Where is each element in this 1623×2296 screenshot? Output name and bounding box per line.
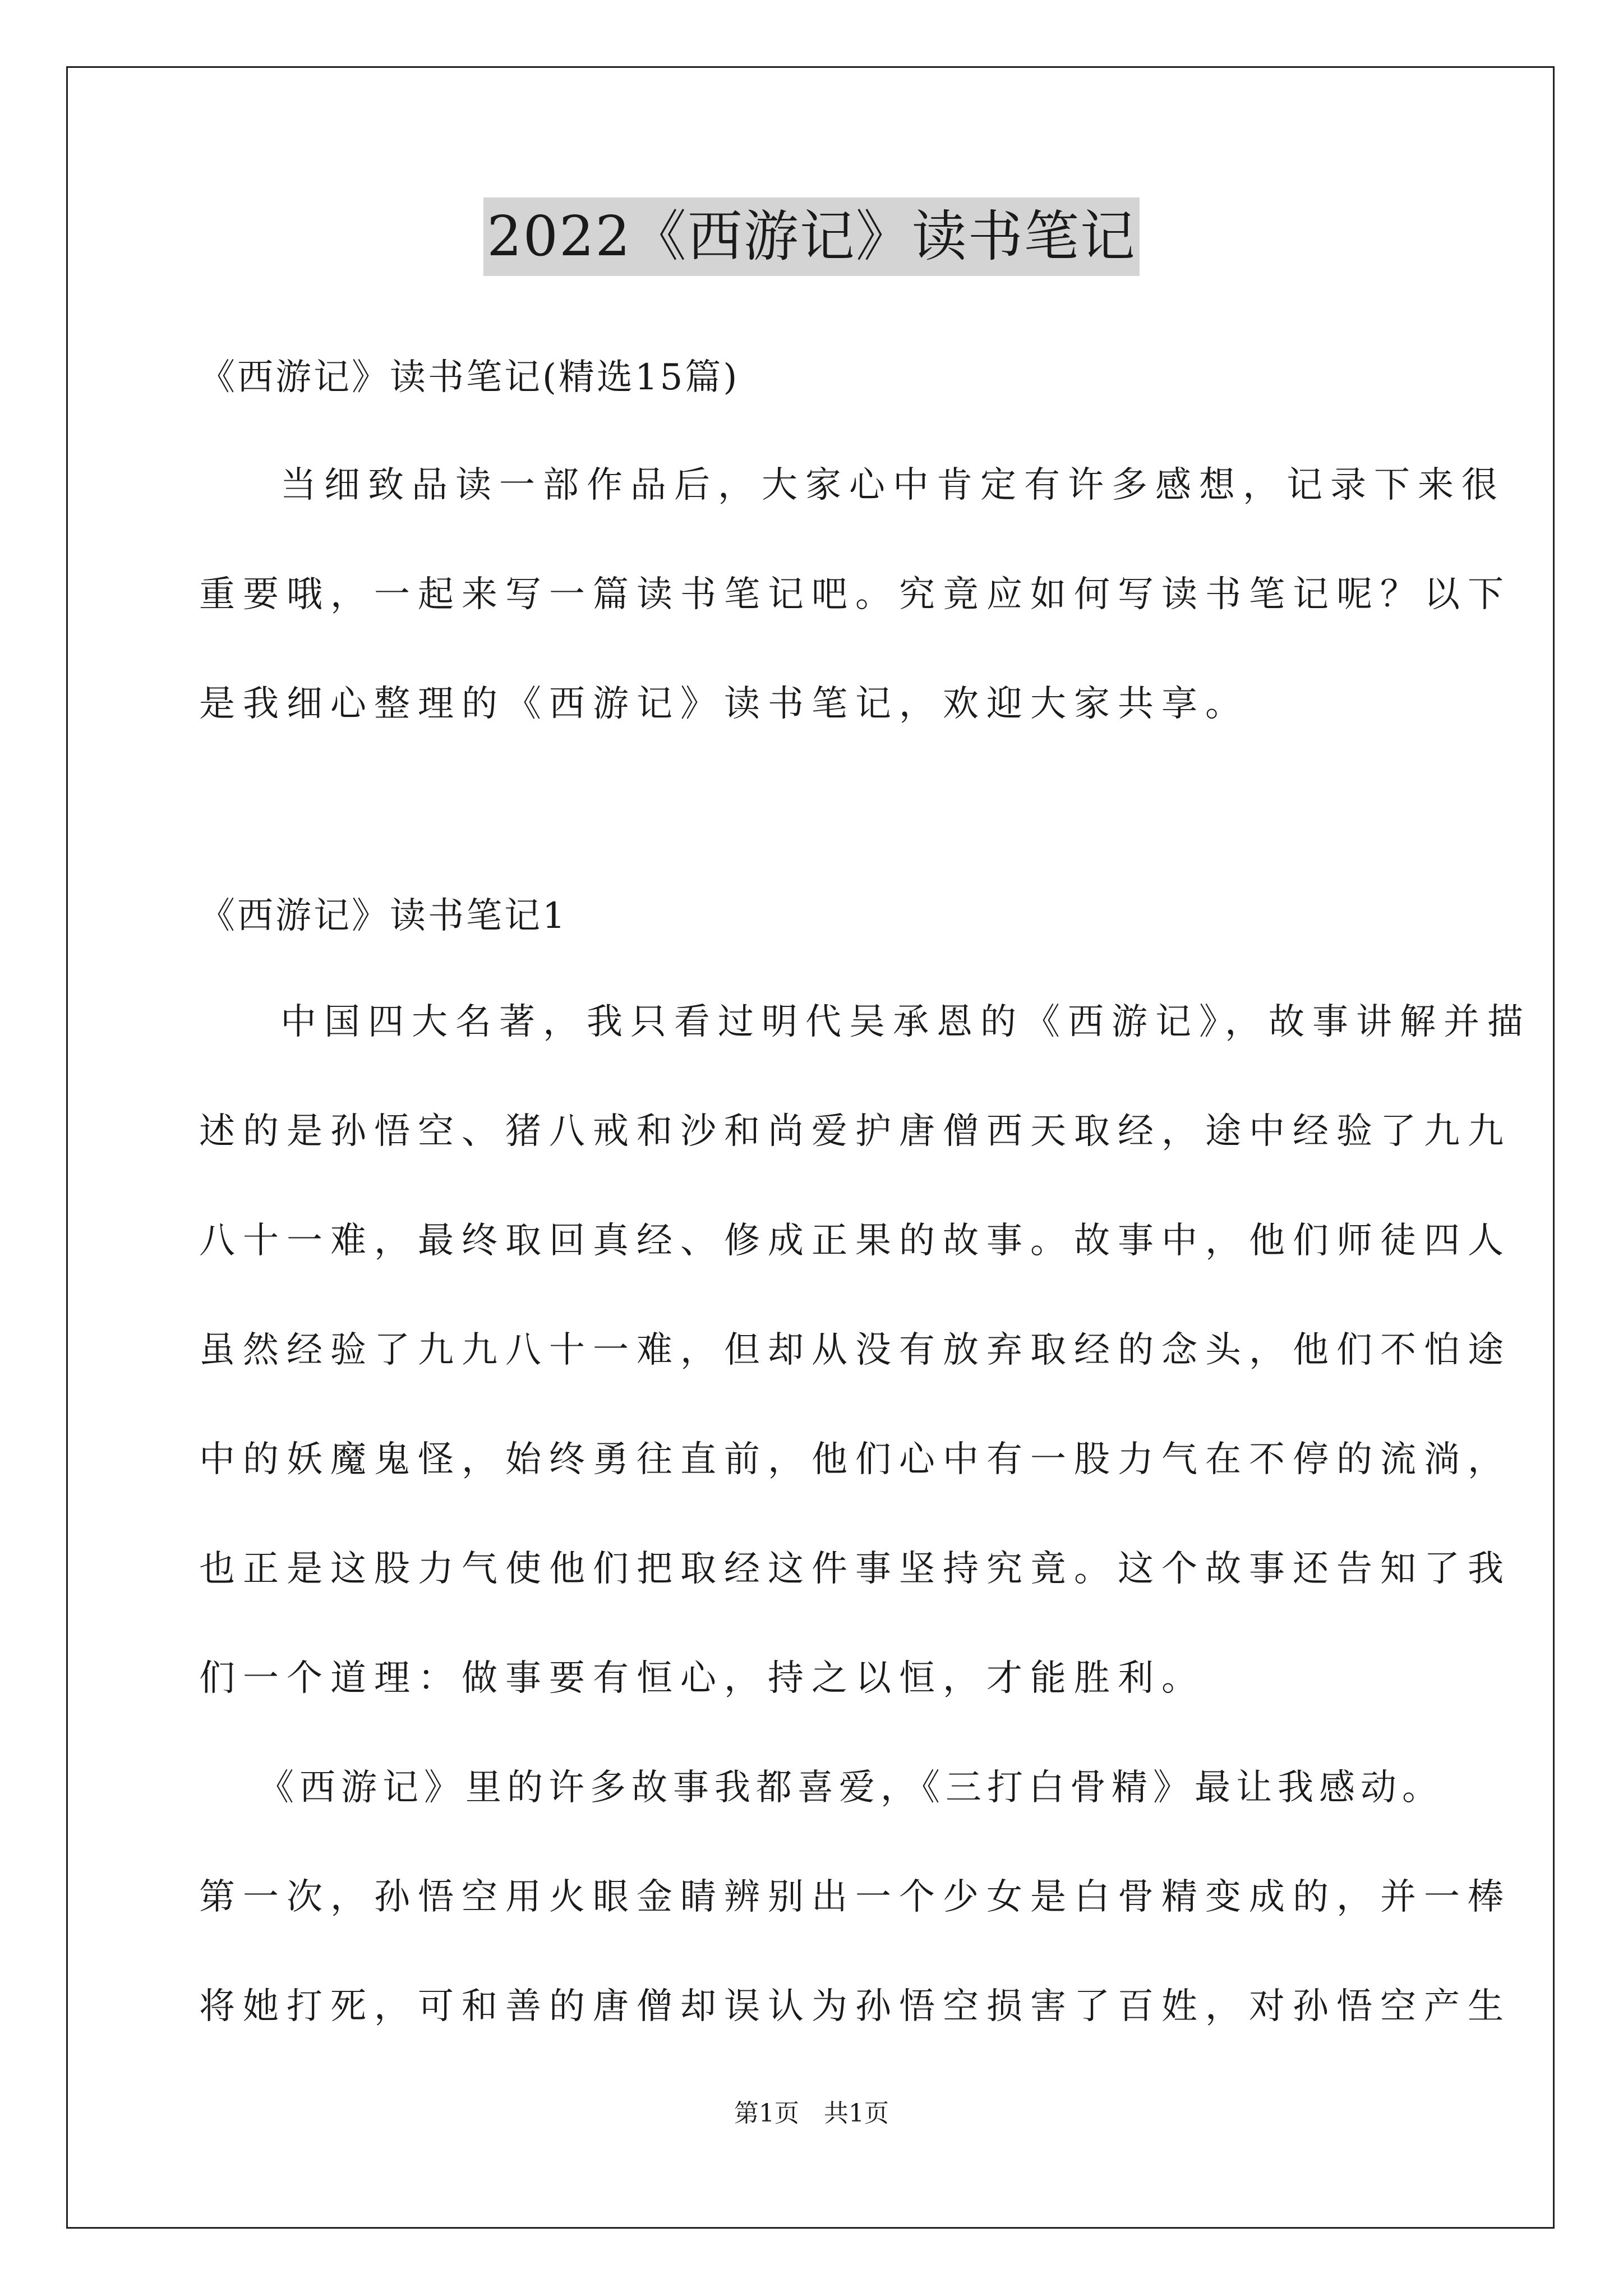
body-line-1: 中国四大名著，我只看过明代吴承恩的《西游记》，故事讲解并描 [280,1001,1531,1043]
document-subtitle: 《西游记》读书笔记(精选15篇) [199,357,740,398]
section-heading: 《西游记》读书笔记1 [199,895,568,937]
body-line-7: 们一个道理：做事要有恒心，持之以恒，才能胜利。 [199,1658,1205,1699]
body-line-2: 述的是孙悟空、猪八戒和沙和尚爱护唐僧西天取经，途中经验了九九 [199,1111,1511,1152]
page-footer: 第1页 共1页 [734,2099,889,2128]
body-line-3: 八十一难，最终取回真经、修成正果的故事。故事中，他们师徒四人 [199,1220,1511,1262]
body-line-10: 将她打死，可和善的唐僧却误认为孙悟空损害了百姓，对孙悟空产生 [199,1986,1511,2027]
intro-line-1: 当细致品读一部作品后，大家心中肯定有许多感想，记录下来很 [280,464,1505,506]
body-line-4: 虽然经验了九九八十一难，但却从没有放弃取经的念头，他们不怕途 [199,1329,1511,1371]
body-line-5: 中的妖魔鬼怪，始终勇往直前，他们心中有一股力气在不停的流淌， [199,1439,1511,1480]
body-line-8: 《西游记》里的许多故事我都喜爱，《三打白骨精》最让我感动。 [258,1767,1444,1809]
body-line-6: 也正是这股力气使他们把取经这件事坚持究竟。这个故事还告知了我 [199,1548,1511,1590]
intro-line-2: 重要哦，一起来写一篇读书笔记吧。究竟应如何写读书笔记呢？以下 [199,574,1511,615]
document-title: 2022《西游记》读书笔记 [483,197,1139,276]
intro-line-3: 是我细心整理的《西游记》读书笔记，欢迎大家共享。 [199,683,1249,725]
body-line-9: 第一次，孙悟空用火眼金睛辨别出一个少女是白骨精变成的，并一棒 [199,1876,1511,1918]
title-container [0,197,1623,276]
